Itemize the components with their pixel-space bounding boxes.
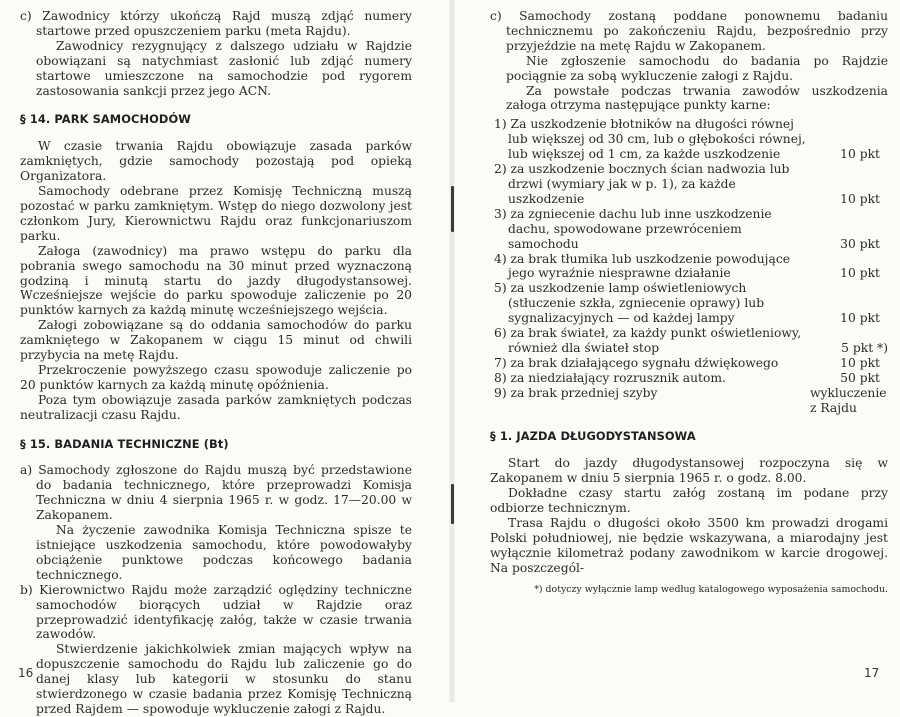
penalty-value: 10 pkt [840, 266, 880, 281]
list-item [494, 162, 888, 207]
page-number-left: 16 [18, 666, 34, 680]
list-item [494, 117, 888, 162]
penalty-text: 6) za brak świateł, za każdy punkt oświetleniowy, również dla świateł stop [494, 326, 802, 355]
list-item [494, 207, 888, 252]
s14-paragraph-4: Załogi zobowiązane są do oddania samochodów do parku zamkniętego w Zakopanem w ciągu 15 minut od chwili przybycia na metę Rajdu. [20, 318, 412, 363]
section-14-heading: § 14. PARK SAMOCHODÓW [20, 112, 191, 127]
s1-paragraph-2: Dokładne czasy startu załóg zostaną im podane przy odbiorze technicznym. [490, 486, 888, 516]
penalty-value: 10 pkt [840, 147, 880, 162]
list-item [494, 281, 888, 326]
penalty-list [494, 117, 888, 415]
s1-paragraph-1: Start do jazdy długodystansowej rozpoczyna się w Zakopanem w dniu 5 sierpnia 1965 r. o godz. 8.00. [490, 456, 888, 486]
penalty-value: 10 pkt [840, 311, 880, 326]
penalty-text: 3) za zgniecenie dachu lub inne uszkodzenie dachu, spowodowane przewróceniem samochodu [494, 206, 772, 251]
s14-paragraph-2: Samochody odebrane przez Komisję Techniczną muszą pozostać w parku zamkniętym. Wstęp do niego dozwolony jest członkom Jury, Kierownictwu Rajdu oraz funkcjonariuszom parku. [20, 184, 412, 243]
penalty-value: wykluczenie z Rajdu [810, 385, 887, 415]
list-item [494, 356, 888, 371]
penalty-text: 2) za uszkodzenie bocznych ścian nadwozia lub drzwi (wymiary jak w p. 1), za każde uszkodzenie [494, 162, 790, 206]
s14-paragraph-5: Przekroczenie powyższego czasu spowoduje zaliczenie po 20 punktów karnych za każdą minutę opóźnienia. [20, 362, 412, 392]
s15-paragraph-a: a) Samochody zgłoszone do Rajdu muszą być przedstawione do badania technicznego, które przeprowadzi Komisja Techniczna w dniu 4 sierpnia 1965 r. w godz. 17—20.00 w Zakopanem. [20, 463, 412, 523]
paragraph-penalty-intro: Za powstałe podczas trwania zawodów uszkodzenia załoga otrzyma następujące punkty karne: [506, 83, 888, 113]
list-item [494, 326, 888, 356]
section-15-heading: § 15. BADANIA TECHNICZNE (Bt) [20, 436, 229, 451]
penalty-text: 1) Za uszkodzenie błotników na długości równej lub większej od 30 cm, lub o głębokości równej, lub większej od 1 cm, za każde uszkodzenie [494, 117, 806, 162]
list-item [494, 386, 888, 416]
penalty-text: 8) za niedziałający rozrusznik autom. [494, 370, 726, 385]
penalty-value: 50 pkt [840, 370, 880, 385]
penalty-value: 10 pkt [840, 191, 880, 206]
s15-paragraph-b: b) Kierownictwo Rajdu może zarządzić oględziny techniczne samochodów biorących udział w Rajdzie oraz przeprowadzić identyfikację załóg, także w czasie trwania zawodów. [20, 582, 412, 642]
s14-paragraph-6: Poza tym obowiązuje zasada parków zamkniętych podczas neutralizacji czasu Rajdu. [20, 392, 412, 422]
paragraph-no-inspection: Nie zgłoszenie samochodu do badania po Rajdzie pociągnie za sobą wykluczenie załogi z Rajdu. [506, 53, 888, 83]
s1-paragraph-3: Trasa Rajdu o długości około 3500 km prowadzi drogami Polski południowej, nie będzie wskazywana, a miarodajny jest wyłącznie kilometraż podany zawodnikom w karcie drogowej. Na poszczegól- [490, 516, 888, 575]
list-item [494, 371, 888, 386]
section-1-heading: § 1. JAZDA DŁUGODYSTANSOWA [490, 429, 696, 444]
s14-paragraph-3: Załoga (zawodnicy) ma prawo wstępu do parku dla pobrania swego samochodu na 30 minut przed wyznaczoną godziną i minutą startu do jazdy długodystansowej. Wcześniejsze wejście do parku spowoduje zaliczenie po 20 punktów karnych za każdą minutę wcześniejszego wejścia. [20, 243, 412, 318]
paragraph-withdrawal: Zawodnicy rezygnujący z dalszego udziału w Rajdzie obowiązani są natychmiast zasłonić lub zdjąć numery startowe umieszczone na samochodzie pod rygorem zastosowania sankcji przez jego ACN. [36, 38, 412, 98]
penalty-value: 5 pkt *) [841, 340, 888, 355]
list-item [494, 252, 888, 282]
penalty-value: 30 pkt [840, 236, 880, 251]
right-column [490, 9, 888, 596]
s15-paragraph-b2: Stwierdzenie jakichkolwiek zmian mających wpływ na dopuszczenie samochodu do Rajdu lub zaliczenie go do danej klasy lub kategorii w stosunku do stanu stwierdzonego w czasie badania przez Komisję Techniczną przed Rajdem — spowoduje wykluczenie załogi z Rajdu. [36, 642, 412, 716]
page-number-right: 17 [864, 666, 880, 680]
penalty-text: 7) za brak działającego sygnału dźwiękowego [494, 355, 779, 370]
penalty-text: 4) za brak tłumika lub uszkodzenie powodujące jego wyraźnie niesprawne działanie [494, 251, 790, 281]
footnote: *) dotyczy wyłącznie lamp według katalogowego wyposażenia samochodu. [534, 583, 888, 595]
paragraph-c-reinspection: c) Samochody zostaną poddane ponownemu badaniu technicznemu po zakończeniu Rajdu, bezpośrednio przy przyjeździe na metę Rajdu w Zakopanem. [490, 9, 888, 53]
penalty-value: 10 pkt [840, 355, 880, 370]
penalty-text: 5) za uszkodzenie lamp oświetleniowych (stłuczenie szkła, zgniecenie oprawy) lub sygnalizacyjnych — od każdej lampy [494, 281, 765, 326]
s14-paragraph-1: W czasie trwania Rajdu obowiązuje zasada parków zamkniętych, gdzie samochody pozostają pod opieką Organizatora. [20, 139, 412, 184]
paragraph-c-numbers: c) Zawodnicy którzy ukończą Rajd muszą zdjąć numery startowe przed opuszczeniem parku (meta Rajdu). [20, 9, 412, 38]
left-column [20, 9, 412, 717]
penalty-text: 9) za brak przedniej szyby [494, 385, 658, 400]
right-page [452, 0, 900, 702]
s15-paragraph-a2: Na życzenie zawodnika Komisja Techniczna spisze te istniejące uszkodzenia samochodu, które powodowałyby obciążenie punktowe podczas końcowego badania technicznego. [36, 523, 412, 582]
